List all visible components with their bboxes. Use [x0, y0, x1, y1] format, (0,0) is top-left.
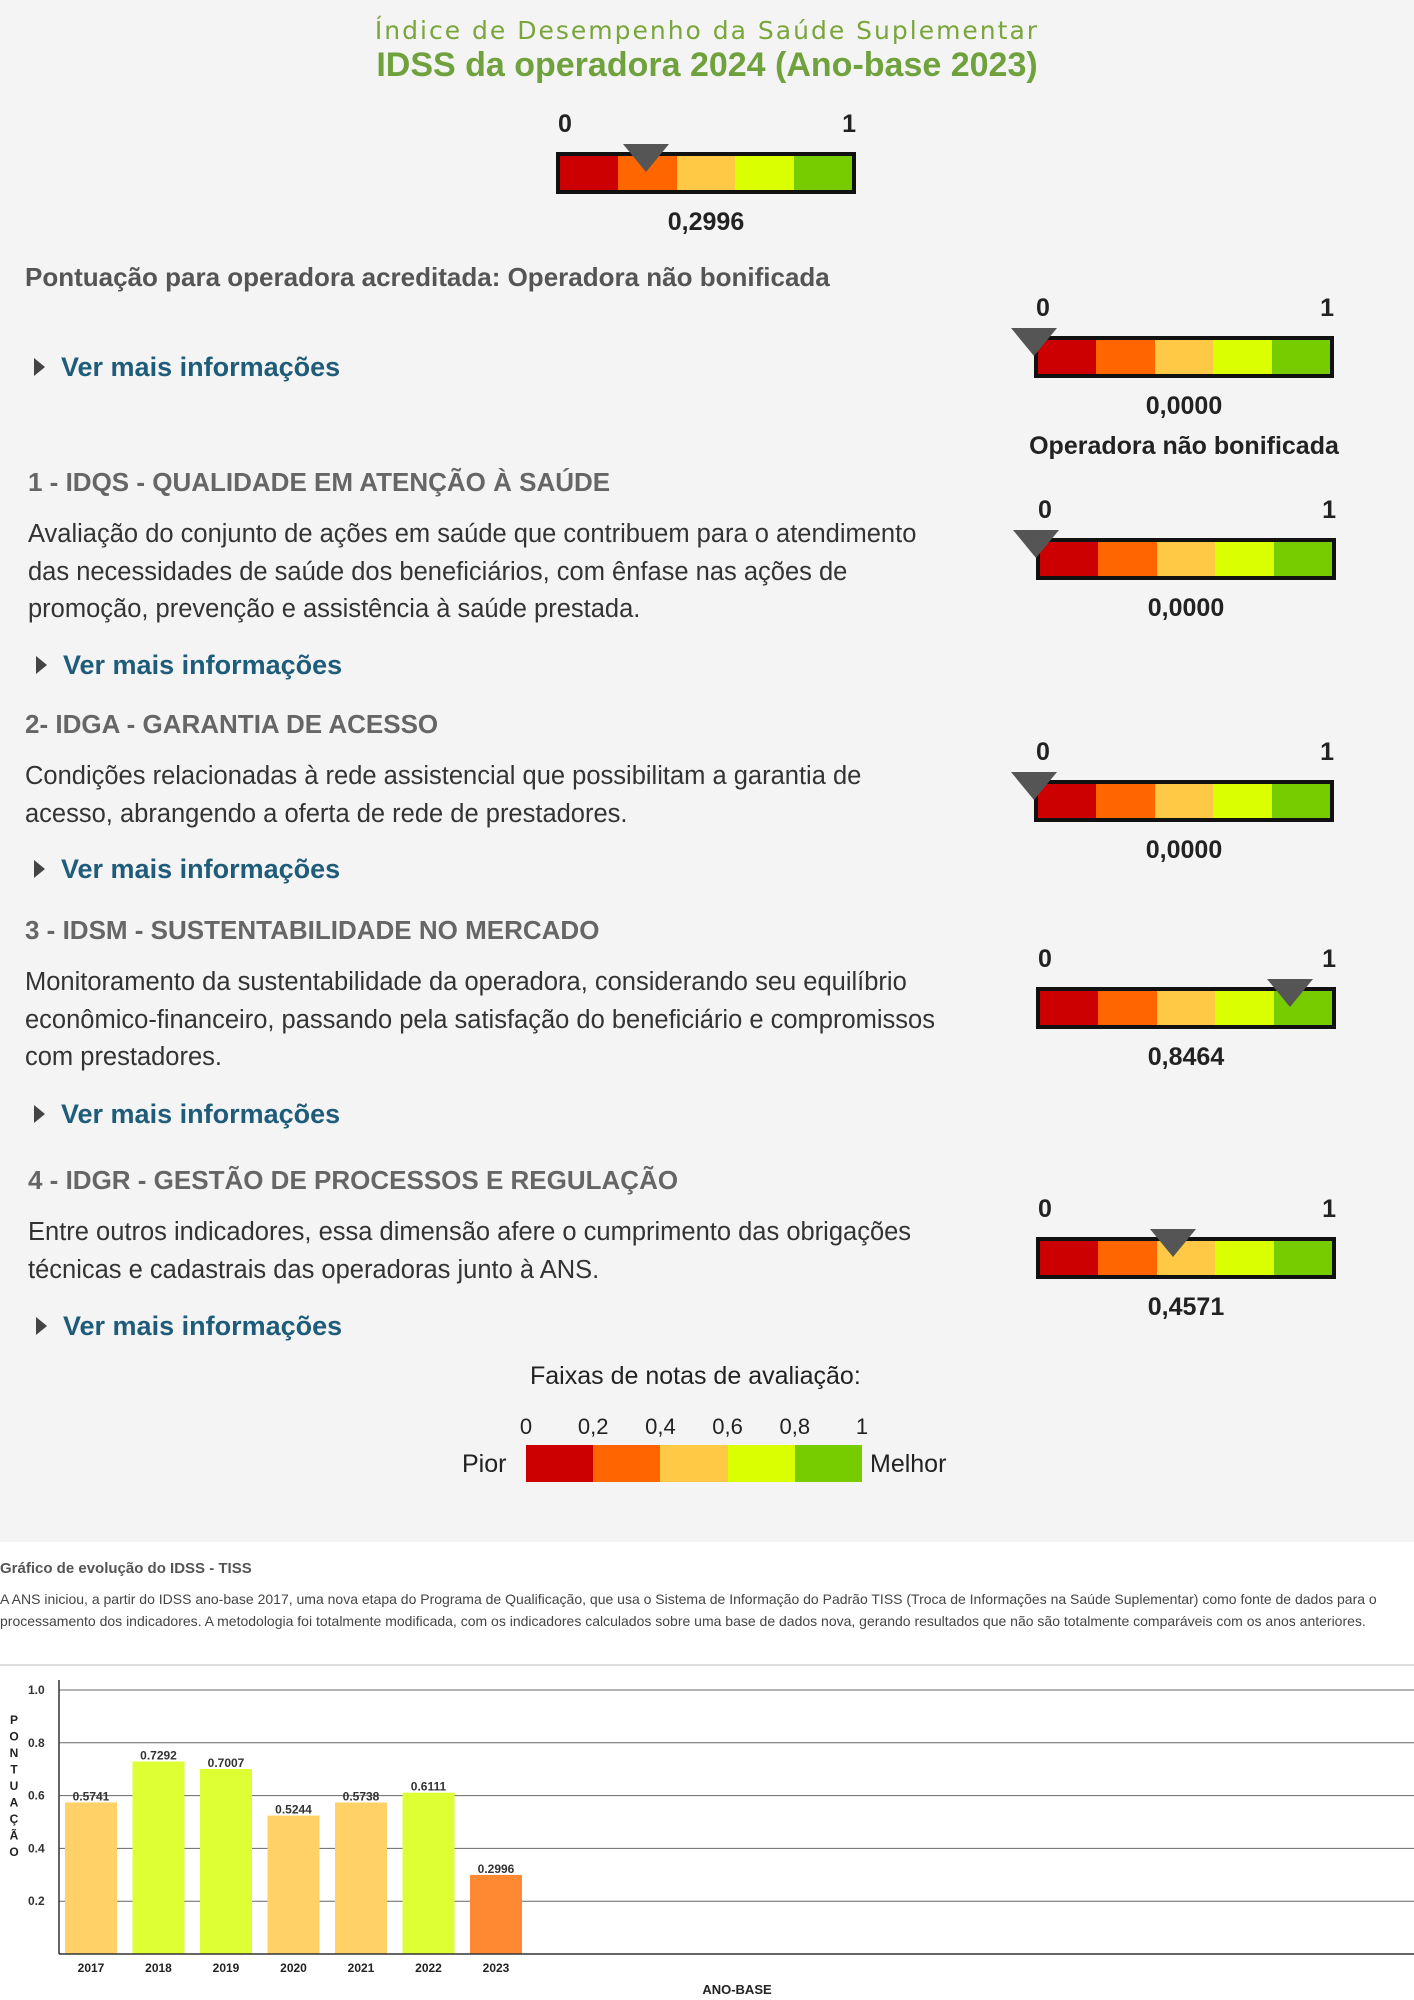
- bar-value-label: 0.5738: [342, 1789, 380, 1804]
- bar: [268, 1816, 320, 1954]
- expand-triangle-icon: [34, 1105, 45, 1123]
- band-4: [1213, 784, 1271, 818]
- legend-worst-label: Pior: [462, 1450, 507, 1478]
- more-info-link-idga[interactable]: [34, 854, 340, 885]
- gauge-max: 1: [1322, 496, 1336, 524]
- band-4: [735, 156, 793, 190]
- gauge-min: 0: [1038, 1195, 1052, 1223]
- legend-tick: 0,6: [712, 1414, 743, 1439]
- band-5: [1274, 1241, 1332, 1275]
- band-2: [1098, 542, 1156, 576]
- bar: [200, 1769, 252, 1954]
- y-tick-label: 0.4: [28, 1841, 45, 1856]
- evolution-title: Gráfico de evolução do IDSS - TISS: [0, 1560, 252, 1577]
- y-axis-title-letter: T: [10, 1762, 18, 1777]
- gauge-pointer-icon: [1011, 772, 1057, 800]
- gauge-bar: [556, 152, 856, 194]
- more-info-link-idgr[interactable]: [36, 1311, 342, 1342]
- gauge-min: 0: [1038, 945, 1052, 973]
- gauge-value: 0,0000: [1147, 594, 1225, 622]
- band-4: [1213, 340, 1271, 374]
- band-1: [560, 156, 618, 190]
- bar-value-label: 0.6111: [410, 1779, 447, 1794]
- x-tick-label: 2020: [280, 1961, 307, 1975]
- chart-grid: [59, 1690, 1414, 1901]
- band-4: [1215, 542, 1273, 576]
- legend-band-2: [593, 1445, 660, 1482]
- page-subtitle: Índice de Desempenho da Saúde Suplementar: [374, 16, 1040, 45]
- band-4: [1215, 991, 1273, 1025]
- band-4: [1215, 1241, 1273, 1275]
- y-tick-label: 0.2: [28, 1894, 45, 1909]
- y-axis-title-letter: O: [9, 1845, 19, 1859]
- expand-triangle-icon: [34, 358, 45, 376]
- band-1: [1040, 1241, 1098, 1275]
- gauge-value: 0,4571: [1147, 1293, 1225, 1321]
- legend-title: Faixas de notas de avaliação:: [530, 1362, 861, 1390]
- y-axis-title-letter: O: [9, 1729, 19, 1744]
- band-1: [1040, 991, 1098, 1025]
- gauge-max: 1: [1322, 945, 1336, 973]
- gauge-value: 0,8464: [1147, 1043, 1225, 1071]
- band-3: [1155, 340, 1213, 374]
- band-3: [1155, 784, 1213, 818]
- bar-value-label: 0.7292: [140, 1748, 177, 1763]
- band-5: [794, 156, 852, 190]
- gauge-value: 0,0000: [1145, 392, 1223, 420]
- dimension-description-idqs: Avaliação do conjunto de ações em saúde que contribuem para o atendimento das necessidades de saúde dos beneficiários, com ênfase nas ações de promoção, prevenção e assistência à saúde prestada.: [28, 520, 917, 623]
- bar: [470, 1875, 522, 1954]
- more-info-label: Ver mais informações: [61, 352, 341, 382]
- dimension-title-idqs: 1 - IDQS - QUALIDADE EM ATENÇÃO À SAÚDE: [28, 467, 611, 497]
- x-axis-title: ANO-BASE: [702, 1982, 772, 1997]
- band-2: [1096, 784, 1154, 818]
- legend-best-label: Melhor: [870, 1450, 947, 1478]
- y-tick-label: 1.0: [28, 1683, 45, 1697]
- gauge-pointer-icon: [1011, 328, 1057, 356]
- evolution-description: A ANS iniciou, a partir do IDSS ano-base 2017, uma nova etapa do Programa de Qualificação, que usa o Sistema de Informação do Padrão TISS (Troca de Informações na Saúde Suplementar) como fonte de dados para o processamento dos indicadores. A metodologia foi totalmente modificada, com os indicadores calculados sobre uma base de dados nova, gerando resultados que não são totalmente comparáveis com os anos anteriores.: [0, 1591, 1377, 1629]
- more-info-label: Ver mais informações: [61, 854, 341, 884]
- bar: [65, 1802, 117, 1954]
- bar-value-label: 0.7007: [207, 1756, 245, 1771]
- gauge-max: 1: [842, 110, 856, 138]
- dimension-title-idga: 2- IDGA - GARANTIA DE ACESSO: [25, 709, 439, 739]
- gauge-max: 1: [1322, 1195, 1336, 1223]
- gauge-status: Operadora não bonificada: [1029, 432, 1339, 460]
- y-tick-label: 0.6: [28, 1788, 45, 1803]
- y-axis-title-letter: Ã: [9, 1828, 19, 1843]
- dimension-title-idgr: 4 - IDGR - GESTÃO DE PROCESSOS E REGULAÇÃO: [28, 1165, 679, 1195]
- chart-bars: [65, 1748, 522, 1954]
- gauge-pointer-icon: [1150, 1229, 1196, 1257]
- page-title: IDSS da operadora 2024 (Ano-base 2023): [376, 46, 1038, 84]
- expand-triangle-icon: [36, 1317, 47, 1335]
- y-axis-title-letter: N: [9, 1746, 19, 1760]
- gauge-bar: [1036, 538, 1336, 580]
- band-5: [1274, 542, 1332, 576]
- dimension-description-idga: Condições relacionadas à rede assistencial que possibilitam a garantia de acesso, abrangendo a oferta de rede de prestadores.: [25, 762, 862, 828]
- x-tick-label: 2022: [415, 1961, 442, 1975]
- legend-band-1: [526, 1445, 593, 1482]
- legend-band-3: [660, 1445, 727, 1482]
- more-info-link-idqs[interactable]: [36, 650, 342, 681]
- band-5: [1272, 784, 1330, 818]
- expand-triangle-icon: [36, 656, 47, 674]
- bar-value-label: 0.5244: [275, 1802, 312, 1817]
- bar-value-label: 0.2996: [477, 1861, 515, 1876]
- more-info-label: Ver mais informações: [63, 1311, 343, 1341]
- x-tick-label: 2017: [77, 1961, 105, 1975]
- legend-tick: 0: [519, 1414, 533, 1439]
- band-3: [1157, 991, 1215, 1025]
- gauge-min: 0: [558, 110, 572, 138]
- band-2: [1098, 1241, 1156, 1275]
- bar-value-label: 0.5741: [72, 1789, 110, 1804]
- gauge-pointer-icon: [1267, 979, 1313, 1007]
- gauge-max: 1: [1320, 294, 1334, 322]
- gauge-min: 0: [1038, 496, 1052, 524]
- bar: [133, 1761, 185, 1954]
- legend-tick: 0,4: [645, 1414, 676, 1439]
- y-axis-title-letter: U: [9, 1779, 19, 1793]
- band-5: [1272, 340, 1330, 374]
- dimension-description-idsm: Monitoramento da sustentabilidade da operadora, considerando seu equilíbrio econômico-financeiro, passando pela satisfação do beneficiário e compromissos com prestadores.: [25, 968, 935, 1071]
- band-3: [677, 156, 735, 190]
- x-tick-label: 2019: [212, 1961, 240, 1975]
- gauge-min: 0: [1036, 294, 1050, 322]
- evolution-bar-chart: [0, 1662, 1414, 2000]
- gauge-max: 1: [1320, 738, 1334, 766]
- bar: [335, 1803, 387, 1954]
- accredited-score-text: Pontuação para operadora acreditada: Operadora não bonificada: [25, 262, 830, 292]
- more-info-label: Ver mais informações: [61, 1099, 341, 1129]
- legend-tick: 1: [855, 1414, 869, 1439]
- legend-tick: 0,8: [779, 1414, 811, 1439]
- legend-band-4: [728, 1445, 795, 1482]
- gauge-pointer-icon: [623, 144, 669, 172]
- more-info-link-accredited[interactable]: [34, 352, 340, 383]
- gauge-min: 0: [1036, 738, 1050, 766]
- band-3: [1157, 542, 1215, 576]
- legend-tick: 0,2: [577, 1414, 609, 1439]
- dimension-title-idsm: 3 - IDSM - SUSTENTABILIDADE NO MERCADO: [25, 915, 600, 945]
- gauge-bar: [1034, 780, 1334, 822]
- gauge-value: 0,2996: [667, 208, 745, 236]
- dimension-description-idgr: Entre outros indicadores, essa dimensão afere o cumprimento das obrigações técnicas e cadastrais das operadoras junto à ANS.: [28, 1218, 912, 1284]
- x-tick-label: 2021: [347, 1961, 375, 1975]
- y-axis-title-letter: P: [9, 1713, 19, 1727]
- band-2: [1096, 340, 1154, 374]
- legend-bar: [526, 1445, 862, 1482]
- y-tick-label: 0.8: [28, 1735, 45, 1750]
- legend-ticks: [519, 1414, 869, 1444]
- expand-triangle-icon: [34, 860, 45, 878]
- gauge-value: 0,0000: [1145, 836, 1223, 864]
- y-axis-title-letter: A: [9, 1795, 19, 1810]
- gauge-bar: [1034, 336, 1334, 378]
- bar: [403, 1793, 455, 1954]
- more-info-link-idsm[interactable]: [34, 1099, 340, 1130]
- more-info-label: Ver mais informações: [63, 650, 343, 680]
- legend-band-5: [795, 1445, 862, 1482]
- x-tick-label: 2023: [482, 1961, 510, 1975]
- x-tick-label: 2018: [145, 1961, 172, 1975]
- gauge-pointer-icon: [1013, 530, 1059, 558]
- y-axis-title-letter: Ç: [9, 1812, 19, 1826]
- band-2: [1098, 991, 1156, 1025]
